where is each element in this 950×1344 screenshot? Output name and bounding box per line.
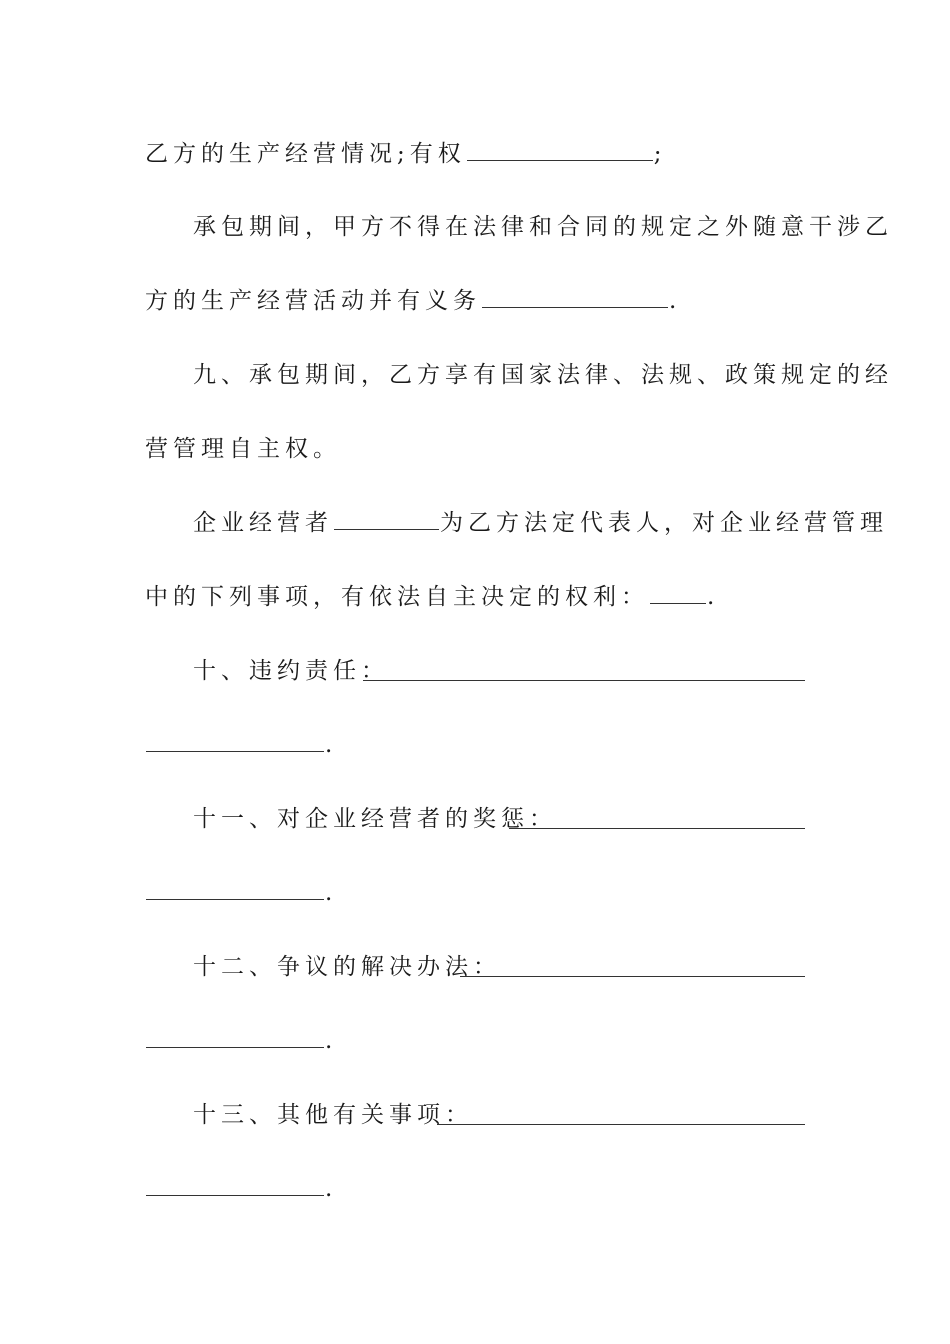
fill-blank[interactable] (467, 136, 653, 161)
paragraph-line-3 (145, 281, 805, 321)
clause-11-continuation (145, 873, 805, 913)
line-punct: . (325, 880, 333, 906)
line-text: 十二、争议的解决办法： (193, 954, 501, 980)
line-text: 十、违约责任： (193, 658, 389, 684)
clause-13-continuation (145, 1169, 805, 1209)
fill-blank[interactable] (146, 1171, 324, 1196)
line-text: 企业经营者 (193, 510, 333, 536)
line-punct: ; (653, 141, 667, 167)
line-text: 十一、对企业经营者的奖惩： (193, 806, 557, 832)
fill-blank-long[interactable] (460, 976, 805, 977)
clause-10-continuation (145, 725, 805, 765)
fill-blank-long[interactable] (363, 680, 805, 681)
clause-12-continuation (145, 1021, 805, 1061)
fill-blank[interactable] (482, 283, 668, 308)
line-text: 九、承包期间，乙方享有国家法律、法规、政策规定的经 (193, 362, 893, 388)
line-text: 乙方的生产经营情况;有权 (145, 141, 466, 167)
fill-blank-long[interactable] (437, 1124, 805, 1125)
paragraph-line-2 (193, 207, 893, 247)
fill-blank[interactable] (650, 579, 706, 604)
line-text: 十三、其他有关事项： (193, 1102, 473, 1128)
line-punct: . (325, 732, 333, 758)
line-text-after: 为乙方法定代表人，对企业经营管理 (440, 510, 888, 536)
paragraph-line-1 (145, 134, 805, 174)
fill-blank[interactable] (146, 875, 324, 900)
fill-blank-long[interactable] (509, 828, 805, 829)
paragraph-line-6 (193, 503, 888, 543)
line-punct: . (707, 584, 715, 610)
clause-12-heading (193, 947, 805, 987)
line-punct: . (325, 1176, 333, 1202)
line-text: 承包期间，甲方不得在法律和合同的规定之外随意干涉乙 (193, 214, 893, 240)
clause-11-heading (193, 799, 805, 839)
line-text: 方的生产经营活动并有义务 (145, 288, 481, 314)
paragraph-line-7 (145, 577, 805, 617)
fill-blank[interactable] (146, 727, 324, 752)
line-punct: . (669, 288, 677, 314)
clause-13-heading (193, 1095, 805, 1135)
line-text: 中的下列事项，有依法自主决定的权利： (145, 584, 649, 610)
paragraph-line-4 (193, 355, 893, 395)
paragraph-line-5 (145, 429, 805, 469)
fill-blank[interactable] (334, 505, 439, 530)
fill-blank[interactable] (146, 1023, 324, 1048)
line-punct: . (325, 1028, 333, 1054)
line-text: 营管理自主权。 (145, 436, 341, 462)
clause-10-heading (193, 651, 805, 691)
